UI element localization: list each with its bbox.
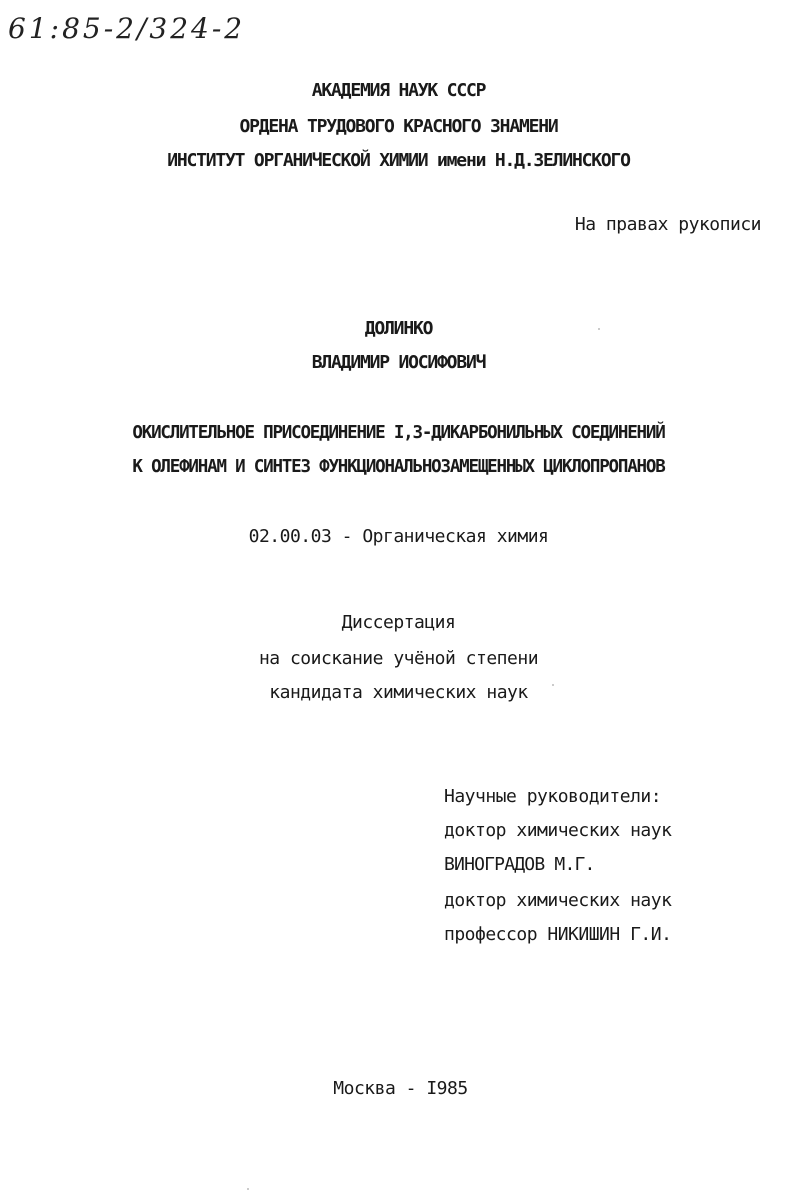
paper-speck [552, 684, 554, 686]
supervisor-1-degree: доктор химических наук [444, 820, 672, 841]
archive-number-handwritten: 61:85-2/324-2 [8, 12, 246, 45]
supervisors-heading: Научные руководители: [444, 786, 662, 807]
city-year: Москва - I985 [333, 1078, 468, 1099]
paper-speck [247, 1188, 249, 1190]
header-order: ОРДЕНА ТРУДОВОГО КРАСНОГО ЗНАМЕНИ [239, 116, 558, 137]
manuscript-note: На правах рукописи [574, 214, 761, 235]
degree-line-2: на соискание учёной степени [258, 648, 539, 669]
dissertation-title-line-1: ОКИСЛИТЕЛЬНОЕ ПРИСОЕДИНЕНИЕ I,3-ДИКАРБОНИЛЬНЫХ СОЕДИНЕНИЙ [132, 423, 665, 443]
paper-speck [598, 328, 600, 330]
supervisor-2-degree: доктор химических наук [444, 890, 672, 911]
author-surname: ДОЛИНКО [364, 318, 433, 339]
supervisor-2-name: профессор НИКИШИН Г.И. [444, 924, 672, 945]
author-given-names: ВЛАДИМИР ИОСИФОВИЧ [311, 352, 486, 373]
degree-line-1: Диссертация [341, 612, 456, 633]
header-institute: ИНСТИТУТ ОРГАНИЧЕСКОЙ ХИМИИ имени Н.Д.ЗЕЛИНСКОГО [167, 150, 630, 171]
degree-line-3: кандидата химических наук [269, 682, 528, 703]
dissertation-title-line-2: К ОЛЕФИНАМ И СИНТЕЗ ФУНКЦИОНАЛЬНОЗАМЕЩЕННЫХ ЦИКЛОПРОПАНОВ [132, 457, 665, 477]
specialty-code: 02.00.03 - Органическая химия [248, 526, 549, 547]
header-academy: АКАДЕМИЯ НАУК СССР [311, 80, 486, 101]
supervisor-1-name: ВИНОГРАДОВ М.Г. [444, 854, 595, 875]
